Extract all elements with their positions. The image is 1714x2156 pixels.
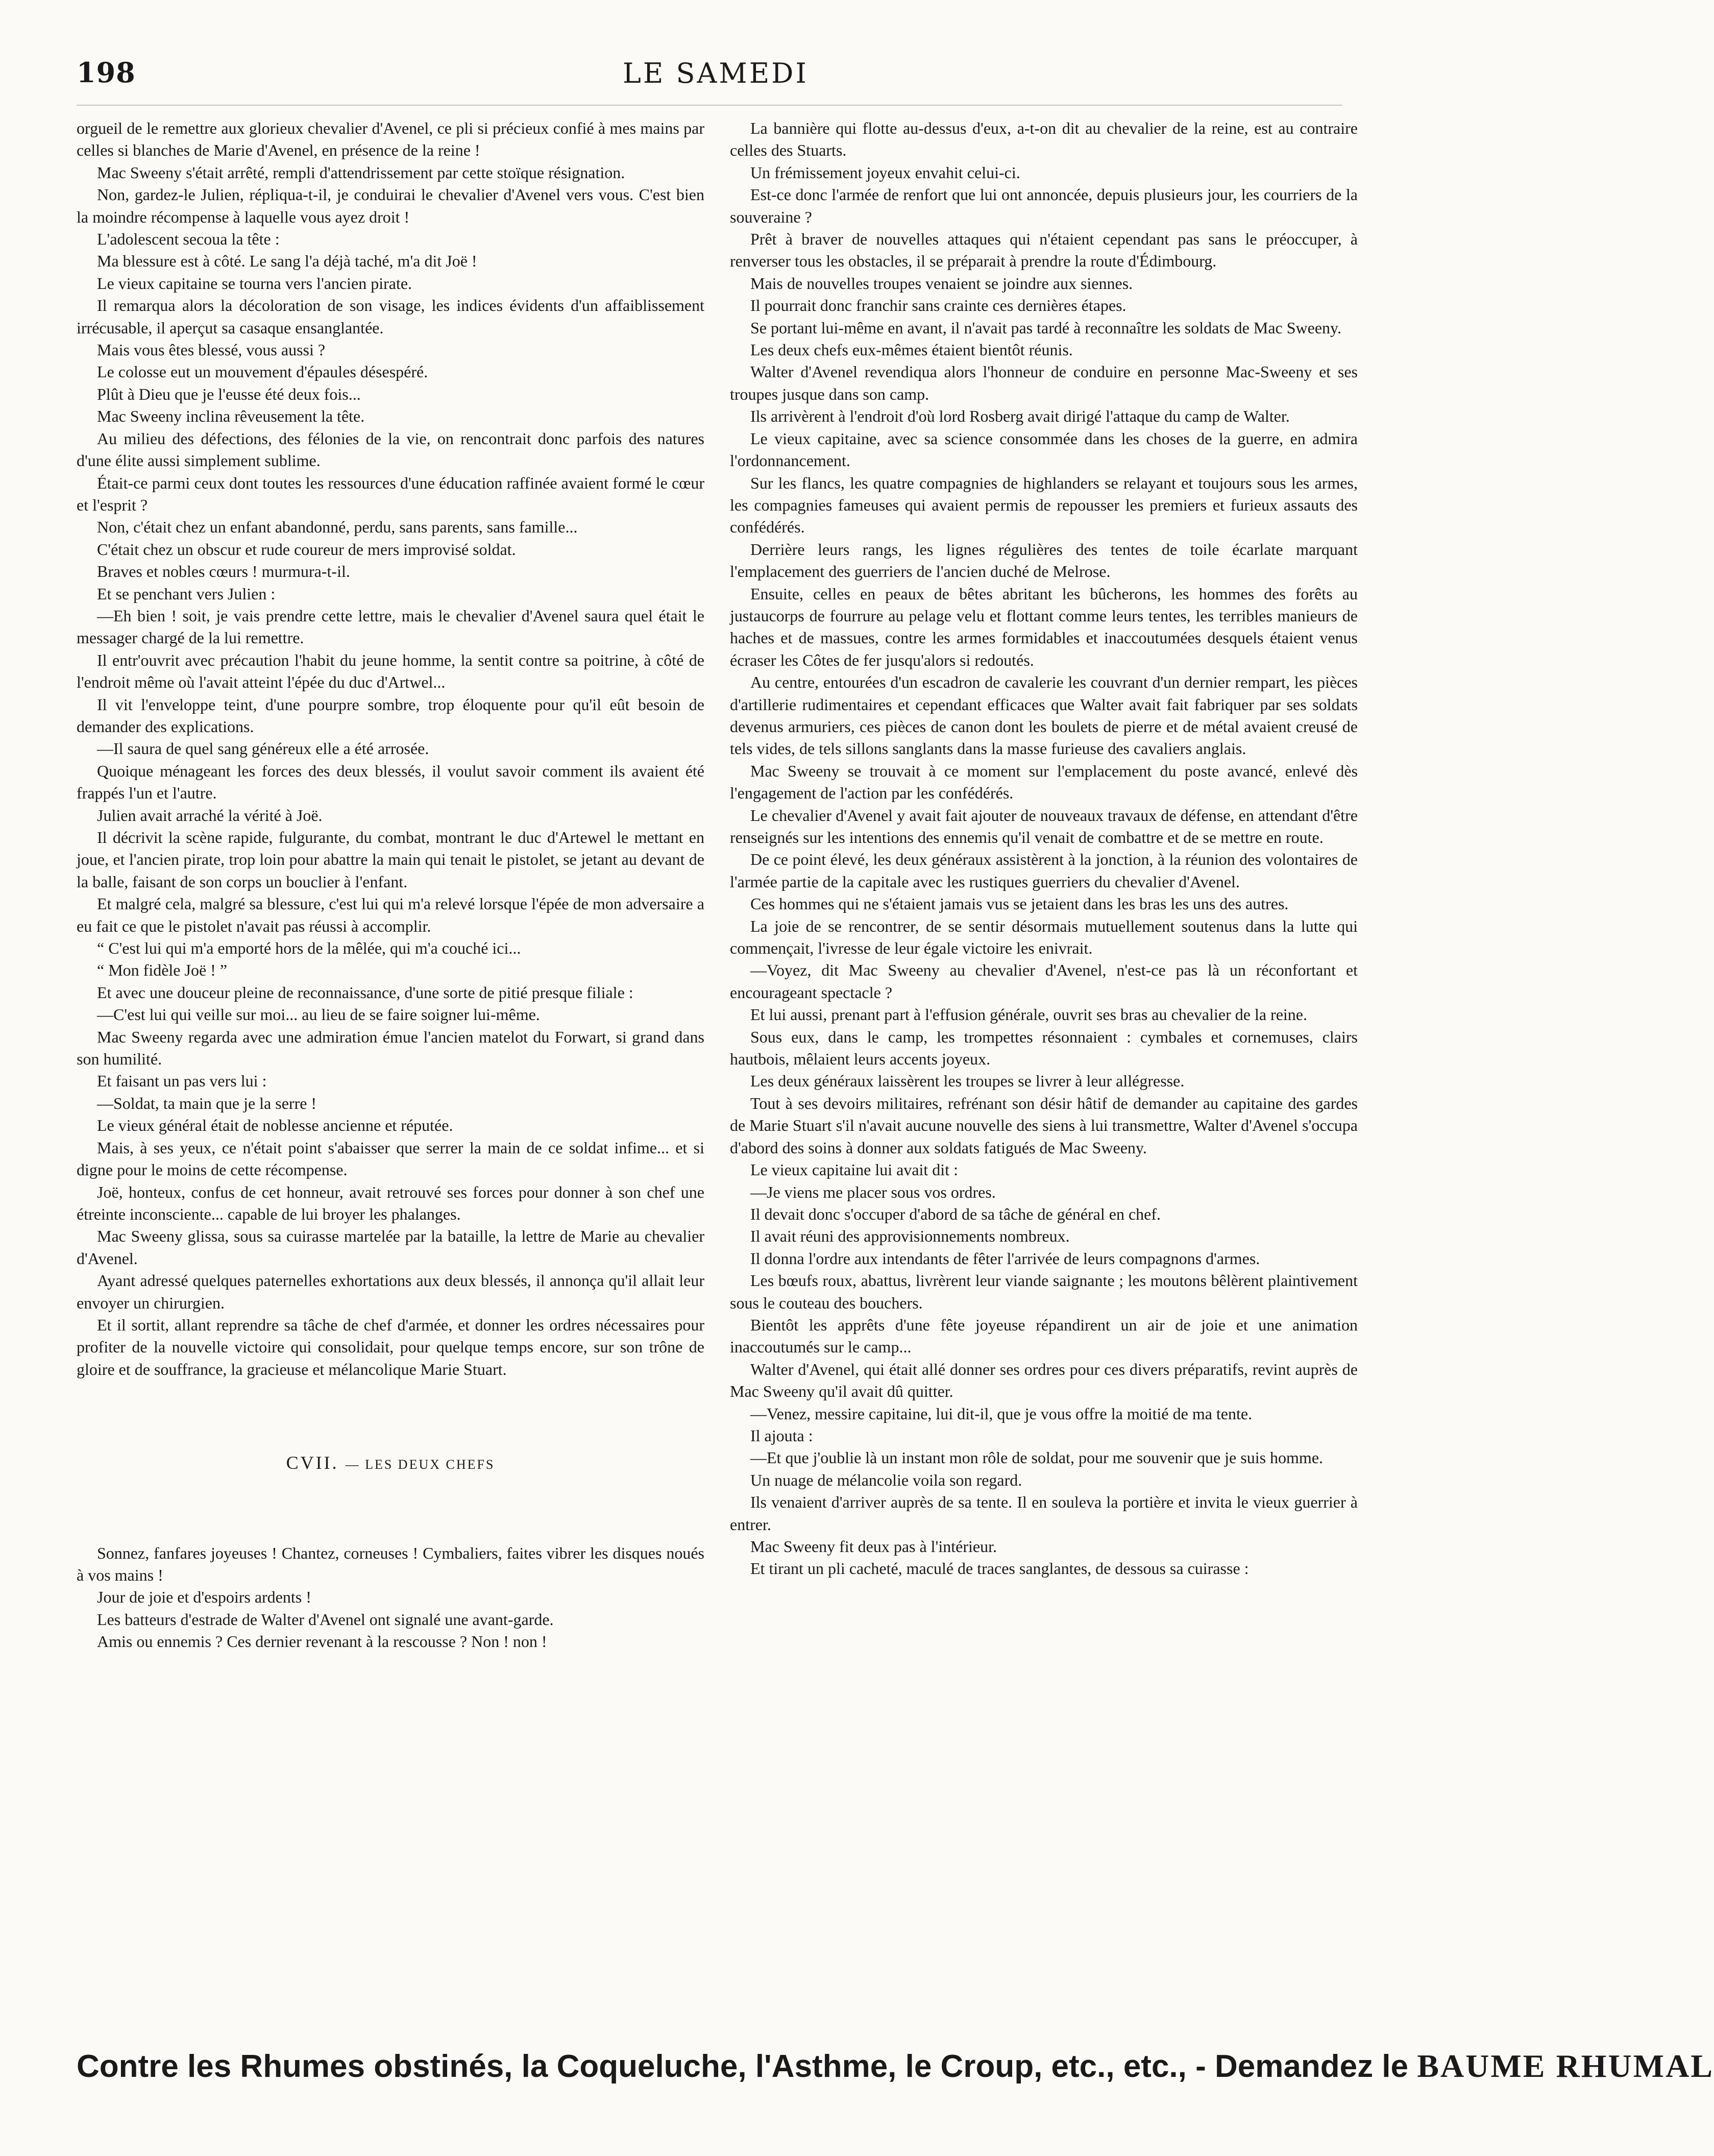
running-title: LE SAMEDI	[623, 57, 809, 89]
paragraph: Il avait réuni des approvisionnements nombreux.	[750, 1227, 1070, 1246]
paragraph: Joë, honteux, confus de cet honneur, avait retrouvé ses forces pour donner à son chef une étreinte inconsciente... capable de lui broyer les phalanges.	[77, 1182, 704, 1223]
paragraph: Sous eux, dans le camp, les trompettes résonnaient : cymbales et cornemuses, clairs hautbois, mêlaient leurs accents joyeux.	[730, 1027, 1358, 1069]
left-column-text	[77, 117, 704, 1380]
paragraph: Quoique ménageant les forces des deux blessés, il voulut savoir comment ils avaient été frappés l'un et l'autre.	[77, 761, 704, 803]
paragraph: Derrière leurs rangs, les lignes régulières des tentes de toile écarlate marquant l'emplacement des guerriers de l'ancien duché de Melrose.	[730, 540, 1358, 581]
paragraph: La joie de se rencontrer, de se sentir désormais mutuellement soutenus dans la lutte qui commençait, l'ivresse de leur égale victoire les enivrait.	[730, 916, 1358, 958]
paragraph: Ces hommes qui ne s'étaient jamais vus se jetaient dans les bras les uns des autres.	[750, 894, 1289, 913]
paragraph: Ensuite, celles en peaux de bêtes abritant les bûcherons, les hommes des forêts au justaucorps de fourrure au pelage velu et flottant comme leurs tentes, les terribles manieurs de haches et de massues, contre les armes formidables et inaccoutumées desquels étaient venus écraser les Côtes de fer jusqu'alors si redoutés.	[730, 584, 1358, 669]
paragraph: Les deux généraux laissèrent les troupes se livrer à leur allégresse.	[750, 1072, 1185, 1091]
chapter-title: — LES DEUX CHEFS	[345, 1457, 495, 1472]
paragraph: Mais, à ses yeux, ce n'était point s'abaisser que serrer la main de ce soldat infime... et si digne pour le moins de cette récompense.	[77, 1138, 704, 1179]
paragraph: Le vieux général était de noblesse ancienne et réputée.	[97, 1116, 453, 1135]
header-divider	[77, 105, 1342, 106]
paragraph: Il vit l'enveloppe teint, d'une pourpre sombre, trop éloquente pour qu'il eût besoin de demander des explications.	[77, 695, 704, 736]
paragraph: Non, c'était chez un enfant abandonné, perdu, sans parents, sans famille...	[97, 518, 578, 537]
paragraph: Prêt à braver de nouvelles attaques qui n'étaient cependant pas sans le préoccuper, à renverser tous les obstacles, il se préparait à prendre la route d'Édimbourg.	[730, 230, 1358, 271]
ad-text: Contre les Rhumes obstinés, la Coqueluche, l'Asthme, le Croup, etc., etc., - Demandez le	[77, 2049, 1408, 2084]
paragraph: Il donna l'ordre aux intendants de fêter l'arrivée de leurs compagnons d'armes.	[750, 1249, 1260, 1268]
paragraph: Bientôt les apprêts d'une fête joyeuse répandirent un air de joie et une animation inaccoutumés sur le camp...	[730, 1315, 1358, 1356]
left-column	[77, 117, 704, 1653]
paragraph: Se portant lui-même en avant, il n'avait pas tardé à reconnaître les soldats de Mac Sweeny.	[750, 318, 1341, 337]
chapter-number: CVII.	[286, 1452, 339, 1473]
paragraph: Julien avait arraché la vérité à Joë.	[97, 806, 323, 825]
paragraph: —Eh bien ! soit, je vais prendre cette lettre, mais le chevalier d'Avenel saura quel était le messager chargé de la lui remettre.	[77, 606, 704, 647]
paragraph: —Soldat, ta main que je la serre !	[97, 1094, 317, 1112]
paragraph: C'était chez un obscur et rude coureur de mers improvisé soldat.	[97, 540, 516, 559]
paragraph: Le vieux capitaine lui avait dit :	[750, 1160, 958, 1179]
chapter-heading	[77, 1452, 704, 1475]
paragraph: —Venez, messire capitaine, lui dit-il, que je vous offre la moitié de ma tente.	[750, 1404, 1253, 1423]
paragraph: Mac Sweeny s'était arrêté, rempli d'attendrissement par cette stoïque résignation.	[97, 163, 625, 182]
paragraph: Il ajouta :	[750, 1426, 813, 1445]
paragraph: Il décrivit la scène rapide, fulgurante, du combat, montrant le duc d'Artewel le mettant en joue, et l'ancien pirate, trop loin pour abattre la main qui tenait le pistolet, se jetant au devant de la balle, faisant de son corps un bouclier à l'enfant.	[77, 828, 704, 891]
paragraph: Et malgré cela, malgré sa blessure, c'est lui qui m'a relevé lorsque l'épée de mon adversaire a eu fait ce que le pistolet n'avait pas réussi à accomplir.	[77, 894, 704, 935]
paragraph: Était-ce parmi ceux dont toutes les ressources d'une éducation raffinée avaient formé le cœur et l'esprit ?	[77, 473, 704, 514]
paragraph: Et tirant un pli cacheté, maculé de traces sanglantes, de dessous sa cuirasse :	[750, 1559, 1249, 1578]
left-column-text-after-heading	[77, 1542, 704, 1653]
paragraph: —Voyez, dit Mac Sweeny au chevalier d'Avenel, n'est-ce pas là un réconfortant et encourageant spectacle ?	[730, 961, 1358, 1002]
page-number: 198	[77, 56, 136, 89]
paragraph: Le colosse eut un mouvement d'épaules désespéré.	[97, 362, 428, 381]
paragraph: Un frémissement joyeux envahit celui-ci.	[750, 163, 1020, 182]
paragraph: Mac Sweeny fit deux pas à l'intérieur.	[750, 1537, 997, 1556]
paragraph: —Il saura de quel sang généreux elle a été arrosée.	[97, 739, 429, 758]
paragraph: Les deux chefs eux-mêmes étaient bientôt réunis.	[750, 341, 1073, 359]
paragraph: Au centre, entourées d'un escadron de cavalerie les couvrant d'un dernier rempart, les pièces d'artillerie rudimentaires et cependant efficaces que Walter avait fait fabriquer par ses soldats devenus armuriers, ces pièces de canon dont les boulets de pierre et de métal avaient creusé de tels vides, de tels sillons sanglants dans la masse furieuse des cavaliers anglais.	[730, 673, 1358, 758]
footer-advertisement	[77, 2047, 1714, 2085]
paragraph: Au milieu des défections, des félonies de la vie, on rencontrait donc parfois des natures d'une élite aussi simplement sublime.	[77, 429, 704, 470]
paragraph: “ C'est lui qui m'a emporté hors de la mêlée, qui m'a couché ici...	[97, 939, 521, 958]
paragraph: Les bœufs roux, abattus, livrèrent leur viande saignante ; les moutons bêlèrent plaintivement sous le couteau des bouchers.	[730, 1271, 1358, 1312]
paragraph: Il entr'ouvrit avec précaution l'habit du jeune homme, la sentit contre sa poitrine, à côté de l'endroit même où l'avait atteint l'épée du duc d'Artwel...	[77, 650, 704, 692]
paragraph: Il remarqua alors la décoloration de son visage, les indices évidents d'un affaiblissement irrécusable, il aperçut sa casaque ensanglantée.	[77, 296, 704, 337]
paragraph: orgueil de le remettre aux glorieux chevalier d'Avenel, ce pli si précieux confié à mes mains par celles si blanches de Marie d'Avenel, en présence de la reine !	[77, 119, 704, 160]
paragraph: Il devait donc s'occuper d'abord de sa tâche de général en chef.	[750, 1204, 1161, 1223]
paragraph: Mac Sweeny regarda avec une admiration émue l'ancien matelot du Forwart, si grand dans son humilité.	[77, 1027, 704, 1069]
paragraph: Tout à ses devoirs militaires, refrénant son désir hâtif de demander au capitaine des gardes de Marie Stuart s'il n'avait aucune nouvelle des siens à lui transmettre, Walter d'Avenel s'occupa d'abord des soins à donner aux soldats fatigués de Mac Sweeny.	[730, 1094, 1358, 1157]
paragraph: Jour de joie et d'espoirs ardents !	[97, 1588, 311, 1607]
paragraph: Est-ce donc l'armée de renfort que lui ont annoncée, depuis plusieurs jour, les courriers de la souveraine ?	[730, 185, 1358, 226]
paragraph: Et avec une douceur pleine de reconnaissance, d'une sorte de pitié presque filiale :	[97, 983, 633, 1002]
paragraph: —C'est lui qui veille sur moi... au lieu de se faire soigner lui-même.	[97, 1005, 540, 1024]
paragraph: —Je viens me placer sous vos ordres.	[750, 1182, 996, 1201]
right-column	[730, 117, 1358, 1580]
paragraph: Ils venaient d'arriver auprès de sa tente. Il en souleva la portière et invita le vieux guerrier à entrer.	[730, 1493, 1358, 1534]
paragraph: Et se penchant vers Julien :	[97, 584, 276, 603]
paragraph: Mac Sweeny glissa, sous sa cuirasse martelée par la bataille, la lettre de Marie au chevalier d'Avenel.	[77, 1227, 704, 1268]
paragraph: Non, gardez-le Julien, répliqua-t-il, je conduirai le chevalier d'Avenel vers vous. C'est bien la moindre récompense à laquelle vous ayez droit !	[77, 185, 704, 226]
paragraph: Mac Sweeny se trouvait à ce moment sur l'emplacement du poste avancé, enlevé dès l'engagement de l'action par les confédérés.	[730, 761, 1358, 803]
paragraph: Mais vous êtes blessé, vous aussi ?	[97, 341, 326, 359]
paragraph: Plût à Dieu que je l'eusse été deux fois...	[97, 384, 361, 403]
paragraph: Walter d'Avenel revendiqua alors l'honneur de conduire en personne Mac-Sweeny et ses troupes jusque dans son camp.	[730, 362, 1358, 403]
paragraph: “ Mon fidèle Joë ! ”	[97, 961, 228, 980]
paragraph: Le vieux capitaine se tourna vers l'ancien pirate.	[97, 274, 412, 293]
paragraph: Un nuage de mélancolie voila son regard.	[750, 1470, 1022, 1489]
paragraph: Le chevalier d'Avenel y avait fait ajouter de nouveaux travaux de défense, en attendant d'être renseignés sur les intentions des ennemis qu'il venait de combattre et de se mettre en route.	[730, 806, 1358, 846]
paragraph: L'adolescent secoua la tête :	[97, 230, 280, 249]
paragraph: La bannière qui flotte au-dessus d'eux, a-t-on dit au chevalier de la reine, est au contraire celles des Stuarts.	[730, 119, 1358, 160]
ad-product-name: BAUME RHUMAL	[1417, 2048, 1714, 2084]
paragraph: Il pourrait donc franchir sans crainte ces dernières étapes.	[750, 296, 1127, 315]
right-column-text	[730, 117, 1358, 1580]
paragraph: Walter d'Avenel, qui était allé donner ses ordres pour ces divers préparatifs, revint auprès de Mac Sweeny qu'il avait dû quitter.	[730, 1360, 1358, 1401]
paragraph: Le vieux capitaine, avec sa science consommée dans les choses de la guerre, en admira l'ordonnancement.	[730, 429, 1358, 470]
paragraph: Sonnez, fanfares joyeuses ! Chantez, corneuses ! Cymbaliers, faites vibrer les disques noués à vos mains !	[77, 1543, 704, 1584]
paragraph: Braves et nobles cœurs ! murmura-t-il.	[97, 562, 350, 581]
paragraph: Mais de nouvelles troupes venaient se joindre aux siennes.	[750, 274, 1133, 293]
paragraph: Et faisant un pas vers lui :	[97, 1072, 267, 1091]
paragraph: Les batteurs d'estrade de Walter d'Avenel ont signalé une avant-garde.	[97, 1610, 554, 1629]
paragraph: Ma blessure est à côté. Le sang l'a déjà taché, m'a dit Joë !	[97, 252, 477, 271]
paragraph: —Et que j'oublie là un instant mon rôle de soldat, pour me souvenir que je suis homme.	[750, 1448, 1324, 1467]
paragraph: Sur les flancs, les quatre compagnies de highlanders se relayant et toujours sous les armes, les compagnies fameuses qui avaient permis de repousser les premiers et furieux assauts des confédérés.	[730, 473, 1358, 537]
paragraph: Amis ou ennemis ? Ces dernier revenant à la rescousse ? Non ! non !	[97, 1632, 547, 1651]
paragraph: Ils arrivèrent à l'endroit d'où lord Rosberg avait dirigé l'attaque du camp de Walter.	[750, 407, 1290, 426]
paragraph: Mac Sweeny inclina rêveusement la tête.	[97, 407, 365, 426]
paragraph: Et lui aussi, prenant part à l'effusion générale, ouvrit ses bras au chevalier de la reine.	[750, 1005, 1307, 1024]
paragraph: Et il sortit, allant reprendre sa tâche de chef d'armée, et donner les ordres nécessaires pour profiter de la nouvelle victoire qui consolidait, pour quelque temps encore, sur son trône de gloire et de souffrance, la gracieuse et mélancolique Marie Stuart.	[77, 1315, 704, 1378]
paragraph: De ce point élevé, les deux généraux assistèrent à la jonction, à la réunion des volontaires de l'armée partie de la capitale avec les rustiques guerriers du chevalier d'Avenel.	[730, 850, 1358, 891]
paragraph: Ayant adressé quelques paternelles exhortations aux deux blessés, il annonça qu'il allait leur envoyer un chirurgien.	[77, 1271, 704, 1312]
